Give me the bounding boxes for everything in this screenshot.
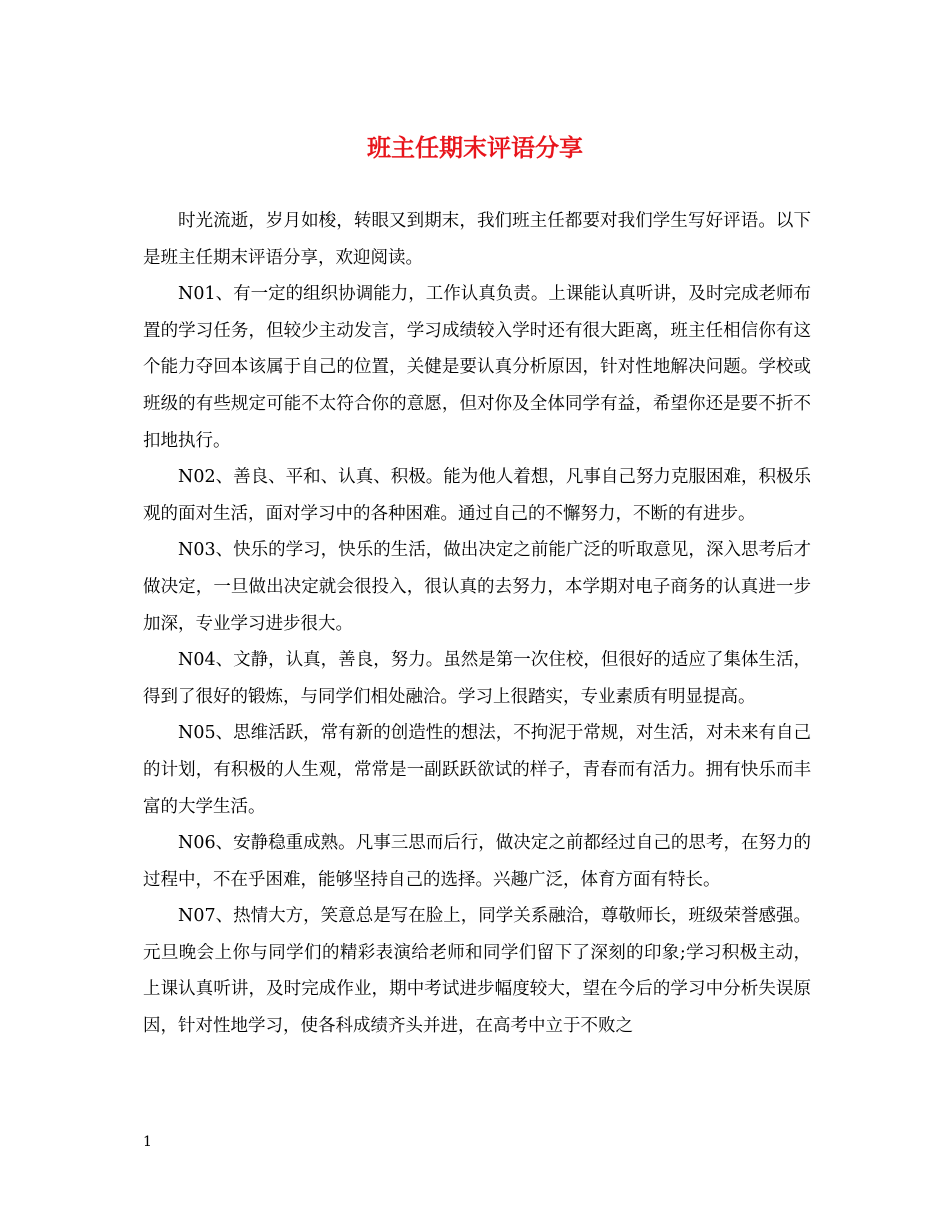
paragraph-n02: N02、善良、平和、认真、积极。能为他人着想，凡事自己努力克服困难，积极乐观的面对生活，面对学习中的各种困难。通过自己的不懈努力，不断的有进步。 — [143, 467, 811, 524]
paragraph-intro: 时光流逝，岁月如梭，转眼又到期末，我们班主任都要对我们学生写好评语。以下是班主任期末评语分享，欢迎阅读。 — [143, 211, 811, 268]
paragraph-n04: N04、文静，认真，善良，努力。虽然是第一次住校，但很好的适应了集体生活，得到了很好的锻炼，与同学们相处融洽。学习上很踏实，专业素质有明显提高。 — [143, 650, 811, 707]
paragraph-n05: N05、思维活跃，常有新的创造性的想法，不拘泥于常规，对生活，对未来有自己的计划，有积极的人生观，常常是一副跃跃欲试的样子，青春而有活力。拥有快乐而丰富的大学生活。 — [143, 723, 811, 817]
page-number: 1 — [143, 1134, 152, 1150]
document-body — [143, 203, 811, 1045]
document-title: 班主任期末评语分享 — [367, 133, 583, 162]
paragraph-n06: N06、安静稳重成熟。凡事三思而后行，做决定之前都经过自己的思考，在努力的过程中，不在乎困难，能够坚持自己的选择。兴趣广泛，体育方面有特长。 — [143, 833, 811, 890]
paragraph-n01: N01、有一定的组织协调能力，工作认真负责。上课能认真听讲，及时完成老师布置的学习任务，但较少主动发言，学习成绩较入学时还有很大距离，班主任相信你有这个能力夺回本该属于自己的位置，关健是要认真分析原因，针对性地解决问题。学校或班级的有些规定可能不太符合你的意愿，但对你及全体同学有益，希望你还是要不折不扣地执行。 — [143, 284, 811, 451]
paragraph-n07: N07、热情大方，笑意总是写在脸上，同学关系融洽，尊敬师长，班级荣誉感强。元旦晚会上你与同学们的精彩表演给老师和同学们留下了深刻的印象;学习积极主动，上课认真听讲，及时完成作业，期中考试进步幅度较大，望在今后的学习中分析失误原因，针对性地学习，使各科成绩齐头并进，在高考中立于不败之 — [143, 906, 811, 1037]
paragraph-n03: N03、快乐的学习，快乐的生活，做出决定之前能广泛的听取意见，深入思考后才做决定，一旦做出决定就会很投入，很认真的去努力，本学期对电子商务的认真进一步加深，专业学习进步很大。 — [143, 540, 811, 634]
